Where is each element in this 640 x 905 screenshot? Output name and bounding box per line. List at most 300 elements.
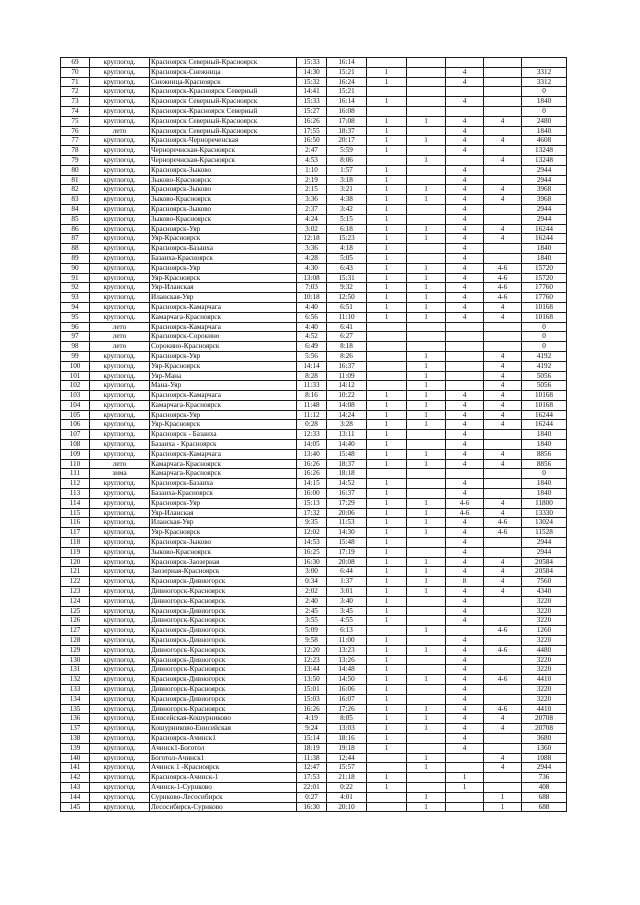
cell-col-a: 1 xyxy=(367,449,407,459)
cell-col-c: 4 xyxy=(446,655,484,665)
cell-col-c: 4 xyxy=(446,410,484,420)
cell-row-number: 141 xyxy=(61,763,90,773)
cell-col-d xyxy=(484,636,522,646)
cell-season: круглогод. xyxy=(90,479,150,489)
cell-route: Уяр-Красноярск xyxy=(150,361,297,371)
cell-col-c: 4 xyxy=(446,645,484,655)
cell-arrival-time: 3:42 xyxy=(327,204,367,214)
cell-col-c: 4 xyxy=(446,606,484,616)
cell-season: круглогод. xyxy=(90,302,150,312)
cell-col-c: 4 xyxy=(446,479,484,489)
cell-col-b xyxy=(407,214,446,224)
table-row xyxy=(61,743,567,753)
cell-season: круглогод. xyxy=(90,518,150,528)
cell-arrival-time: 13:11 xyxy=(327,430,367,440)
table-row xyxy=(61,165,567,175)
cell-arrival-time: 17:08 xyxy=(327,116,367,126)
cell-col-b: 1 xyxy=(407,567,446,577)
cell-row-number: 136 xyxy=(61,714,90,724)
cell-row-number: 109 xyxy=(61,449,90,459)
cell-route: Зыково-Красноярск xyxy=(150,547,297,557)
cell-row-number: 108 xyxy=(61,440,90,450)
cell-col-a: 1 xyxy=(367,430,407,440)
cell-row-number: 106 xyxy=(61,420,90,430)
cell-row-number: 73 xyxy=(61,97,90,107)
cell-col-b: 1 xyxy=(407,528,446,538)
cell-col-d xyxy=(484,126,522,136)
cell-col-a: 1 xyxy=(367,645,407,655)
cell-row-number: 145 xyxy=(61,802,90,812)
cell-arrival-time: 13:26 xyxy=(327,655,367,665)
cell-col-c: 4 xyxy=(446,685,484,695)
cell-col-c: 4 xyxy=(446,136,484,146)
cell-season: круглогод. xyxy=(90,185,150,195)
table-row xyxy=(61,322,567,332)
cell-col-d xyxy=(484,175,522,185)
cell-arrival-time: 14:08 xyxy=(327,400,367,410)
cell-route: Дивногорск-Красноярск xyxy=(150,587,297,597)
cell-col-a: 1 xyxy=(367,587,407,597)
cell-arrival-time: 3:45 xyxy=(327,606,367,616)
cell-col-b: 1 xyxy=(407,498,446,508)
cell-amount: 13248 xyxy=(522,146,567,156)
cell-departure-time: 16:26 xyxy=(297,459,327,469)
cell-season: круглогод. xyxy=(90,714,150,724)
cell-route: Дивногорск-Красноярск xyxy=(150,596,297,606)
cell-amount: 2944 xyxy=(522,763,567,773)
cell-col-d: 4 xyxy=(484,753,522,763)
table-row xyxy=(61,185,567,195)
cell-arrival-time: 15:48 xyxy=(327,538,367,548)
table-row xyxy=(61,361,567,371)
cell-route: Красноярск - Базаиха xyxy=(150,430,297,440)
cell-amount: 3220 xyxy=(522,665,567,675)
cell-departure-time: 6:49 xyxy=(297,342,327,352)
cell-departure-time: 16:30 xyxy=(297,557,327,567)
cell-col-b xyxy=(407,685,446,695)
cell-row-number: 131 xyxy=(61,665,90,675)
table-row xyxy=(61,410,567,420)
table-row xyxy=(61,234,567,244)
cell-col-d xyxy=(484,322,522,332)
table-row xyxy=(61,381,567,391)
cell-col-a: 1 xyxy=(367,606,407,616)
cell-arrival-time: 14:12 xyxy=(327,381,367,391)
cell-season: круглогод. xyxy=(90,381,150,391)
cell-col-c xyxy=(446,342,484,352)
cell-col-d: 4 xyxy=(484,508,522,518)
cell-arrival-time: 18:37 xyxy=(327,126,367,136)
cell-col-c: 4 xyxy=(446,567,484,577)
cell-col-a: 1 xyxy=(367,498,407,508)
cell-row-number: 91 xyxy=(61,273,90,283)
cell-col-c: 4 xyxy=(446,616,484,626)
cell-departure-time: 15:33 xyxy=(297,58,327,68)
cell-col-d: 4 xyxy=(484,557,522,567)
cell-row-number: 89 xyxy=(61,253,90,263)
cell-route: Красноярск-Камарчага xyxy=(150,302,297,312)
cell-col-a: 1 xyxy=(367,244,407,254)
cell-col-b xyxy=(407,538,446,548)
cell-route: Красноярск-Камарчага xyxy=(150,449,297,459)
table-row xyxy=(61,400,567,410)
cell-col-b: 1 xyxy=(407,508,446,518)
cell-col-c xyxy=(446,371,484,381)
cell-col-d xyxy=(484,77,522,87)
cell-col-b: 1 xyxy=(407,283,446,293)
cell-season: круглогод. xyxy=(90,146,150,156)
cell-col-d: 4 xyxy=(484,724,522,734)
cell-season: круглогод. xyxy=(90,97,150,107)
cell-col-a: 1 xyxy=(367,518,407,528)
cell-col-b xyxy=(407,58,446,68)
cell-amount: 4340 xyxy=(522,587,567,597)
cell-amount: 4192 xyxy=(522,361,567,371)
cell-departure-time: 14:15 xyxy=(297,479,327,489)
cell-col-d: 4 xyxy=(484,714,522,724)
cell-amount: 10168 xyxy=(522,400,567,410)
cell-arrival-time: 4:01 xyxy=(327,792,367,802)
cell-row-number: 142 xyxy=(61,773,90,783)
cell-col-d: 4 xyxy=(484,498,522,508)
table-row xyxy=(61,126,567,136)
cell-col-a: 1 xyxy=(367,391,407,401)
cell-col-b xyxy=(407,782,446,792)
cell-arrival-time: 4:55 xyxy=(327,616,367,626)
cell-season: круглогод. xyxy=(90,430,150,440)
cell-arrival-time: 16:07 xyxy=(327,694,367,704)
cell-departure-time: 3:36 xyxy=(297,244,327,254)
cell-departure-time: 2:45 xyxy=(297,606,327,616)
cell-col-b xyxy=(407,97,446,107)
cell-departure-time: 12:23 xyxy=(297,655,327,665)
cell-arrival-time: 17:29 xyxy=(327,498,367,508)
cell-route: Красноярск-Уяр xyxy=(150,410,297,420)
cell-col-c: 4 xyxy=(446,263,484,273)
cell-arrival-time: 20:17 xyxy=(327,136,367,146)
cell-col-a xyxy=(367,792,407,802)
cell-route: Красноярск-Заозерная xyxy=(150,557,297,567)
cell-season: круглогод. xyxy=(90,782,150,792)
cell-col-a: 1 xyxy=(367,273,407,283)
cell-amount: 16244 xyxy=(522,420,567,430)
cell-arrival-time: 15:57 xyxy=(327,763,367,773)
table-row xyxy=(61,489,567,499)
cell-route: Снежница-Красноярск xyxy=(150,77,297,87)
table-row xyxy=(61,469,567,479)
table-row xyxy=(61,528,567,538)
cell-col-c xyxy=(446,802,484,812)
cell-col-d: 4 xyxy=(484,195,522,205)
cell-amount: 688 xyxy=(522,802,567,812)
cell-row-number: 75 xyxy=(61,116,90,126)
cell-season: круглогод. xyxy=(90,606,150,616)
cell-amount: 1088 xyxy=(522,753,567,763)
cell-row-number: 84 xyxy=(61,204,90,214)
cell-arrival-time: 11:10 xyxy=(327,312,367,322)
cell-col-d: 4-6 xyxy=(484,675,522,685)
cell-arrival-time: 3:18 xyxy=(327,175,367,185)
cell-season: круглогод. xyxy=(90,704,150,714)
cell-row-number: 118 xyxy=(61,538,90,548)
cell-col-a xyxy=(367,155,407,165)
cell-route: Дивногорск-Красноярск xyxy=(150,704,297,714)
cell-row-number: 78 xyxy=(61,146,90,156)
cell-col-a: 1 xyxy=(367,136,407,146)
cell-col-b xyxy=(407,204,446,214)
cell-col-a xyxy=(367,322,407,332)
cell-col-b xyxy=(407,165,446,175)
cell-col-c: 4 xyxy=(446,175,484,185)
cell-col-c: 4-6 xyxy=(446,508,484,518)
cell-col-b: 1 xyxy=(407,155,446,165)
cell-col-b xyxy=(407,322,446,332)
cell-season: круглогод. xyxy=(90,410,150,420)
cell-row-number: 93 xyxy=(61,293,90,303)
cell-route: Ачинск-1-Сурнково xyxy=(150,782,297,792)
cell-row-number: 123 xyxy=(61,587,90,597)
cell-col-d: 4 xyxy=(484,136,522,146)
cell-amount: 2944 xyxy=(522,547,567,557)
cell-col-a: 1 xyxy=(367,685,407,695)
table-row xyxy=(61,792,567,802)
cell-col-b xyxy=(407,469,446,479)
cell-col-a xyxy=(367,753,407,763)
cell-col-c: 4 xyxy=(446,391,484,401)
cell-amount: 3968 xyxy=(522,185,567,195)
cell-col-d xyxy=(484,146,522,156)
cell-col-a: 1 xyxy=(367,165,407,175)
table-row xyxy=(61,665,567,675)
cell-row-number: 80 xyxy=(61,165,90,175)
cell-season: круглогод. xyxy=(90,77,150,87)
cell-season: круглогод. xyxy=(90,87,150,97)
cell-amount: 10168 xyxy=(522,391,567,401)
cell-col-b xyxy=(407,106,446,116)
cell-season: круглогод. xyxy=(90,577,150,587)
cell-departure-time: 17:55 xyxy=(297,126,327,136)
cell-season: круглогод. xyxy=(90,498,150,508)
table-row xyxy=(61,146,567,156)
cell-col-b: 1 xyxy=(407,195,446,205)
cell-arrival-time: 6:51 xyxy=(327,302,367,312)
cell-departure-time: 4:40 xyxy=(297,322,327,332)
cell-departure-time: 4:53 xyxy=(297,155,327,165)
cell-col-b: 1 xyxy=(407,518,446,528)
cell-season: круглогод. xyxy=(90,214,150,224)
cell-arrival-time: 3:01 xyxy=(327,587,367,597)
cell-route: Сурнково-Лесосибирск xyxy=(150,792,297,802)
cell-departure-time: 17:32 xyxy=(297,508,327,518)
cell-col-b xyxy=(407,773,446,783)
cell-col-c: 4 xyxy=(446,557,484,567)
cell-departure-time: 4:28 xyxy=(297,253,327,263)
cell-season: лето xyxy=(90,126,150,136)
cell-route: Базаиха-Красноярск xyxy=(150,253,297,263)
cell-row-number: 127 xyxy=(61,626,90,636)
table-row xyxy=(61,97,567,107)
cell-col-c xyxy=(446,753,484,763)
table-row xyxy=(61,763,567,773)
cell-route: Уяр-Иланская xyxy=(150,283,297,293)
cell-col-a: 1 xyxy=(367,185,407,195)
cell-col-b: 1 xyxy=(407,381,446,391)
cell-arrival-time: 14:24 xyxy=(327,410,367,420)
cell-departure-time: 3:02 xyxy=(297,224,327,234)
cell-col-a: 1 xyxy=(367,557,407,567)
cell-row-number: 101 xyxy=(61,371,90,381)
cell-arrival-time: 6:44 xyxy=(327,567,367,577)
cell-col-a: 1 xyxy=(367,733,407,743)
cell-arrival-time: 18:18 xyxy=(327,469,367,479)
cell-amount: 5056 xyxy=(522,381,567,391)
cell-arrival-time: 21:18 xyxy=(327,773,367,783)
cell-departure-time: 11:33 xyxy=(297,381,327,391)
cell-col-d: 4 xyxy=(484,351,522,361)
cell-col-b: 1 xyxy=(407,234,446,244)
cell-season: круглогод. xyxy=(90,616,150,626)
cell-col-d xyxy=(484,342,522,352)
cell-row-number: 77 xyxy=(61,136,90,146)
cell-col-b xyxy=(407,77,446,87)
cell-col-d xyxy=(484,204,522,214)
cell-route: Красноярск-Уяр xyxy=(150,224,297,234)
cell-amount: 1840 xyxy=(522,126,567,136)
cell-row-number: 95 xyxy=(61,312,90,322)
cell-departure-time: 12:47 xyxy=(297,763,327,773)
cell-route: Красноярск-Дивногорск xyxy=(150,655,297,665)
cell-row-number: 90 xyxy=(61,263,90,273)
cell-col-c: 4 xyxy=(446,596,484,606)
table-row xyxy=(61,449,567,459)
cell-season: круглогод. xyxy=(90,743,150,753)
cell-amount: 1260 xyxy=(522,626,567,636)
cell-row-number: 102 xyxy=(61,381,90,391)
table-row xyxy=(61,106,567,116)
cell-arrival-time: 16:14 xyxy=(327,58,367,68)
cell-arrival-time: 11:53 xyxy=(327,518,367,528)
cell-col-a: 1 xyxy=(367,400,407,410)
table-row xyxy=(61,704,567,714)
cell-departure-time: 9:58 xyxy=(297,636,327,646)
cell-departure-time: 16:50 xyxy=(297,136,327,146)
cell-amount: 11800 xyxy=(522,498,567,508)
cell-route: Камарчага-Красноярск xyxy=(150,312,297,322)
cell-col-c: 4 xyxy=(446,195,484,205)
cell-season: круглогод. xyxy=(90,636,150,646)
cell-arrival-time: 19:18 xyxy=(327,743,367,753)
cell-col-a: 1 xyxy=(367,459,407,469)
cell-season: круглогод. xyxy=(90,391,150,401)
cell-season: круглогод. xyxy=(90,733,150,743)
cell-arrival-time: 11:00 xyxy=(327,636,367,646)
cell-arrival-time: 3:40 xyxy=(327,596,367,606)
table-row xyxy=(61,459,567,469)
table-row xyxy=(61,77,567,87)
schedule-table-body xyxy=(61,58,567,812)
cell-route: Черноречнская-Красноярск xyxy=(150,146,297,156)
cell-route: Боготол-Ачинск1 xyxy=(150,753,297,763)
cell-row-number: 103 xyxy=(61,391,90,401)
cell-departure-time: 15:01 xyxy=(297,685,327,695)
cell-arrival-time: 10:22 xyxy=(327,391,367,401)
cell-col-a: 1 xyxy=(367,175,407,185)
cell-col-a: 1 xyxy=(367,704,407,714)
cell-arrival-time: 5:15 xyxy=(327,214,367,224)
cell-col-d: 4 xyxy=(484,763,522,773)
cell-col-d xyxy=(484,214,522,224)
cell-col-c xyxy=(446,351,484,361)
cell-amount: 1840 xyxy=(522,479,567,489)
cell-departure-time: 2:40 xyxy=(297,596,327,606)
cell-col-c: 4 xyxy=(446,283,484,293)
cell-col-a: 1 xyxy=(367,577,407,587)
cell-col-a xyxy=(367,342,407,352)
cell-arrival-time: 6:13 xyxy=(327,626,367,636)
cell-col-d: 4 xyxy=(484,312,522,322)
cell-col-b: 1 xyxy=(407,410,446,420)
cell-col-d xyxy=(484,773,522,783)
cell-col-d xyxy=(484,538,522,548)
cell-col-d xyxy=(484,440,522,450)
cell-row-number: 121 xyxy=(61,567,90,577)
cell-season: круглогод. xyxy=(90,596,150,606)
cell-col-b: 1 xyxy=(407,577,446,587)
cell-col-d: 4 xyxy=(484,371,522,381)
cell-col-b xyxy=(407,636,446,646)
cell-departure-time: 9:24 xyxy=(297,724,327,734)
cell-route: Дивногорск-Красноярск xyxy=(150,645,297,655)
cell-season: круглогод. xyxy=(90,67,150,77)
cell-amount: 0 xyxy=(522,342,567,352)
cell-col-b xyxy=(407,616,446,626)
cell-departure-time: 1:10 xyxy=(297,165,327,175)
cell-route: Красноярск-Дивногорск xyxy=(150,636,297,646)
cell-col-c xyxy=(446,792,484,802)
cell-col-a: 1 xyxy=(367,126,407,136)
cell-amount: 13248 xyxy=(522,155,567,165)
cell-col-b xyxy=(407,694,446,704)
cell-season: круглогод. xyxy=(90,802,150,812)
cell-col-c xyxy=(446,332,484,342)
cell-departure-time: 4:52 xyxy=(297,332,327,342)
cell-amount: 3220 xyxy=(522,636,567,646)
cell-season: круглогод. xyxy=(90,155,150,165)
cell-col-d xyxy=(484,547,522,557)
cell-season: зима xyxy=(90,469,150,479)
cell-col-a xyxy=(367,802,407,812)
cell-arrival-time: 15:23 xyxy=(327,234,367,244)
cell-col-a: 1 xyxy=(367,116,407,126)
cell-col-c xyxy=(446,155,484,165)
cell-col-c: 4 xyxy=(446,253,484,263)
cell-arrival-time: 15:21 xyxy=(327,67,367,77)
cell-col-b xyxy=(407,175,446,185)
cell-col-b xyxy=(407,146,446,156)
cell-col-c: 4 xyxy=(446,185,484,195)
cell-season: круглогод. xyxy=(90,224,150,234)
cell-col-d xyxy=(484,87,522,97)
cell-col-a: 1 xyxy=(367,253,407,263)
cell-amount: 408 xyxy=(522,782,567,792)
cell-route: Красноярск-Зыково xyxy=(150,204,297,214)
cell-row-number: 126 xyxy=(61,616,90,626)
cell-col-b: 1 xyxy=(407,645,446,655)
cell-route: Зыково-Красноярск xyxy=(150,175,297,185)
cell-row-number: 139 xyxy=(61,743,90,753)
cell-col-d xyxy=(484,489,522,499)
cell-col-d xyxy=(484,332,522,342)
